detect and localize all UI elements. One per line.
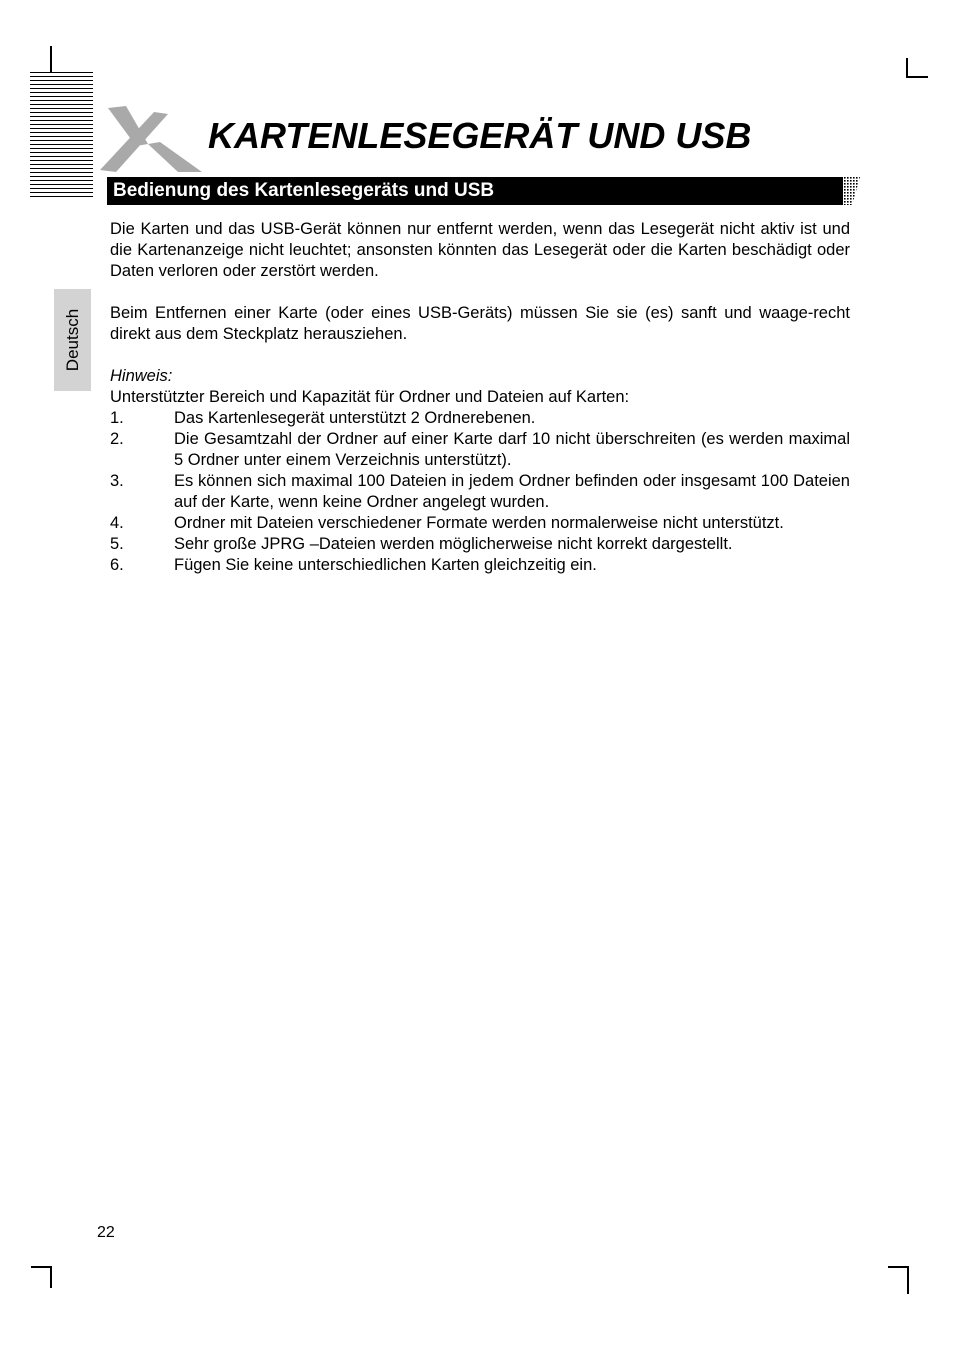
section-header-dots-decoration — [826, 177, 860, 205]
crop-mark-bottom-left-vertical — [50, 1266, 52, 1288]
list-item-text: Fügen Sie keine unterschiedlichen Karten gleichzeitig ein. — [174, 556, 597, 574]
list-item-text: Es können sich maximal 100 Dateien in jedem Ordner befinden oder insgesamt 100 Dateien auf der Karte, wenn keine Ordner angelegt wurden. — [174, 472, 850, 511]
list-item — [110, 408, 850, 429]
crop-mark-bottom-right-vertical — [907, 1266, 909, 1294]
list-item-text: Sehr große JPRG –Dateien werden möglicherweise nicht korrekt dargestellt. — [174, 535, 733, 553]
note-intro: Unterstützter Bereich und Kapazität für Ordner und Dateien auf Karten: — [110, 388, 630, 406]
page-title: KARTENLESEGERÄT UND USB — [208, 115, 752, 156]
list-item-number: 1. — [110, 409, 124, 427]
section-title: Bedienung des Kartenlesegeräts und USB — [113, 180, 495, 201]
list-item-text: Ordner mit Dateien verschiedener Formate werden normalerweise nicht unterstützt. — [174, 514, 784, 532]
crop-mark-top-right-horizontal — [906, 76, 928, 78]
list-item-number: 2. — [110, 430, 124, 448]
language-tab-label: Deutsch — [63, 308, 82, 372]
crop-mark-bottom-left-horizontal — [31, 1266, 52, 1268]
list-item — [110, 471, 850, 513]
list-item-number: 5. — [110, 535, 124, 553]
list-item-number: 4. — [110, 514, 124, 532]
list-item-number: 6. — [110, 556, 124, 574]
crop-mark-top-right-vertical — [906, 58, 908, 78]
header-stripes-decoration — [30, 72, 93, 200]
paragraph-removal-instruction: Beim Entfernen einer Karte (oder eines USB-Geräts) müssen Sie sie (es) sanft und waage-recht direkt aus dem Steckplatz herausziehen. — [110, 304, 850, 343]
list-item — [110, 534, 850, 555]
crop-mark-bottom-right-horizontal — [888, 1266, 909, 1268]
list-item-text: Die Gesamtzahl der Ordner auf einer Karte darf 10 nicht überschreiten (es werden maximal 5 Ordner unter einem Verzeichnis unterstützt). — [174, 430, 850, 469]
note-list — [110, 408, 850, 576]
xoro-x-logo-icon — [98, 104, 202, 174]
note-label: Hinweis: — [110, 367, 173, 385]
list-item — [110, 513, 850, 534]
paragraph-card-removal: Die Karten und das USB-Gerät können nur entfernt werden, wenn das Lesegerät nicht aktiv ist und die Kartenanzeige nicht leuchtet; ansonsten könnten das Lesegerät oder die Karten beschädigt oder Daten verloren oder zerstört werden. — [110, 220, 850, 280]
list-item-number: 3. — [110, 472, 124, 490]
list-item-text: Das Kartenlesegerät unterstützt 2 Ordnerebenen. — [174, 409, 536, 427]
main-content — [110, 219, 850, 576]
list-item — [110, 555, 850, 576]
list-item — [110, 429, 850, 471]
page-number: 22 — [97, 1224, 115, 1241]
